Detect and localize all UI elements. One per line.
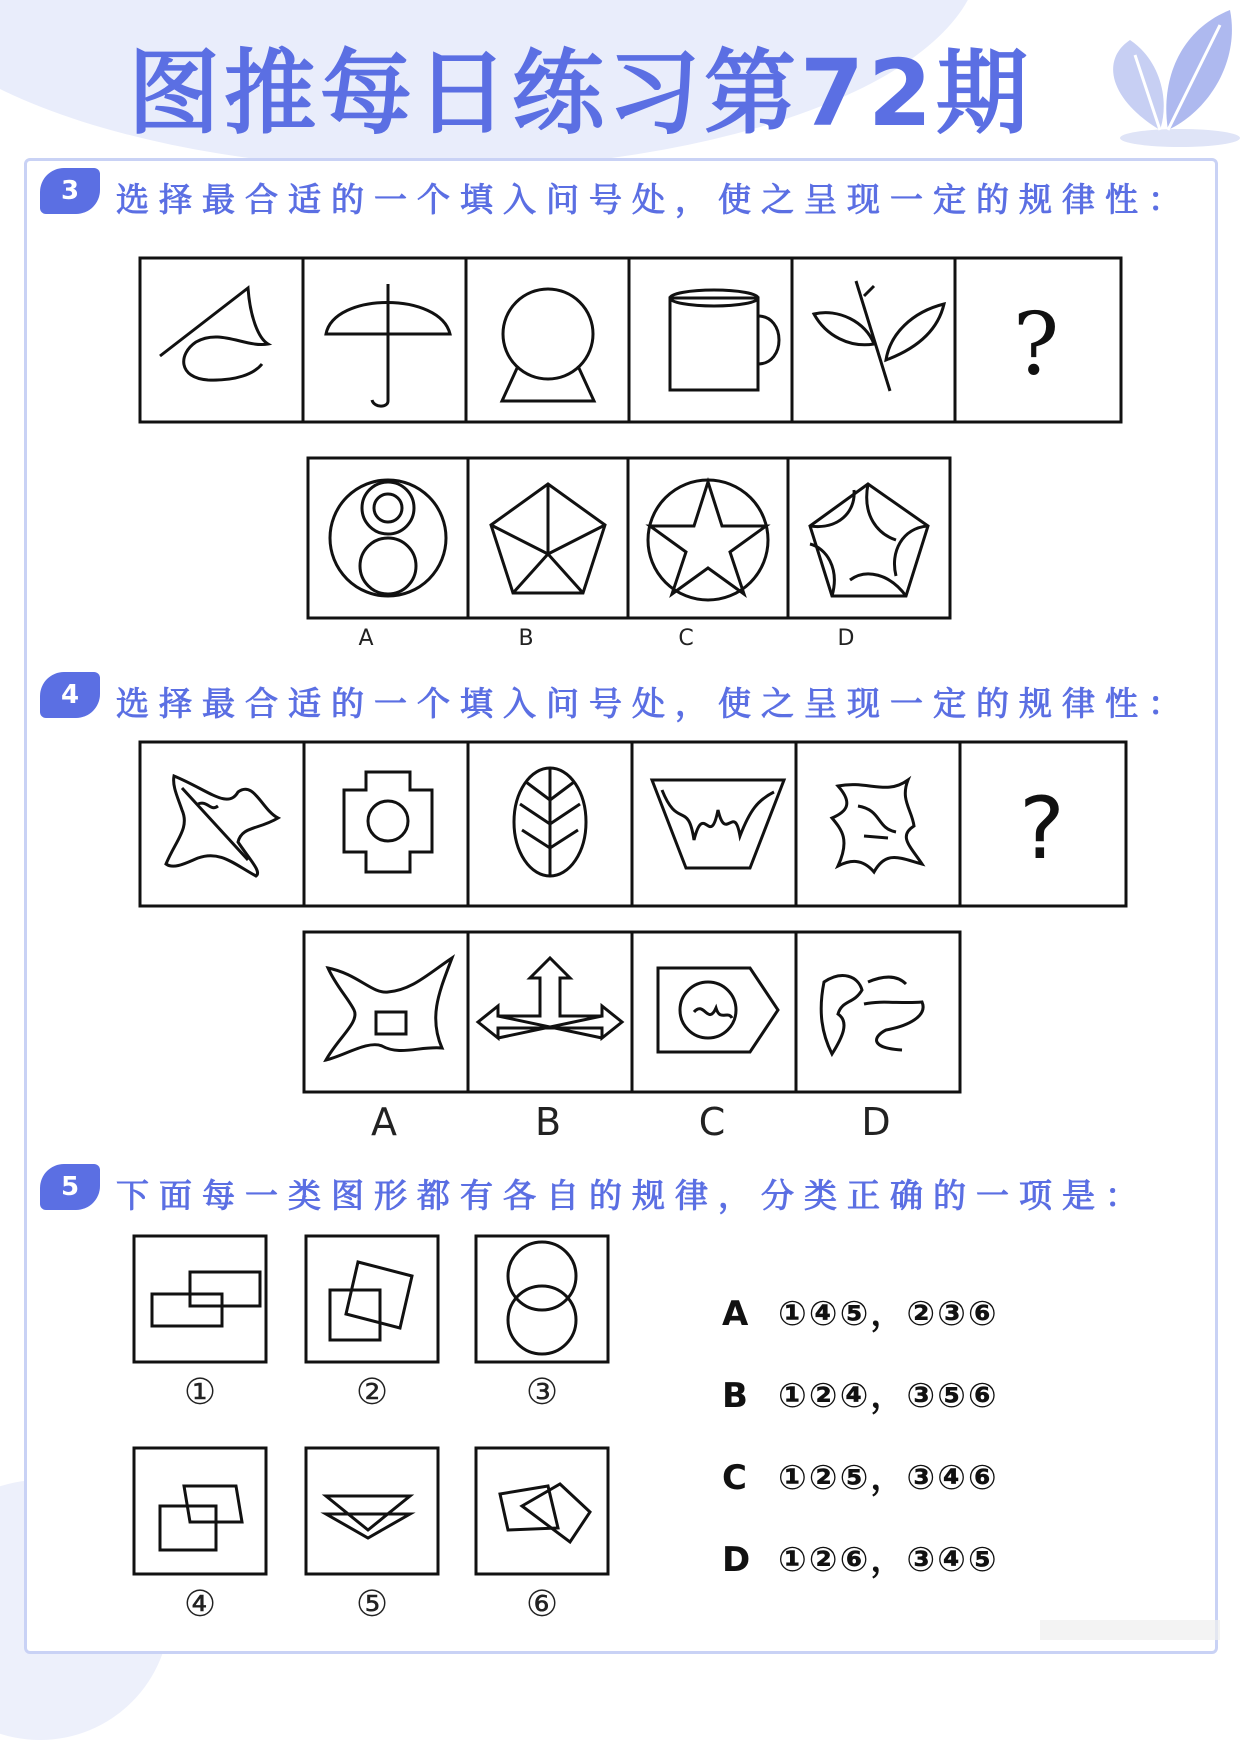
option-c-shape (658, 968, 778, 1052)
figure-label: ④ (183, 1584, 217, 1625)
figure-1 (134, 1236, 266, 1362)
q4-options-figure (302, 930, 962, 1096)
answer-choice-d[interactable] (722, 1532, 999, 1581)
leaf-icon (814, 281, 944, 391)
figure-label: ⑤ (355, 1584, 389, 1625)
mug-icon (670, 290, 779, 390)
answer-choice-a[interactable] (722, 1286, 999, 1335)
umbrella-icon (326, 284, 450, 406)
watermark (1040, 1620, 1220, 1640)
choice-letter: D (722, 1540, 751, 1580)
option-letter: D (837, 626, 855, 651)
choice-value: ①②⑥，③④⑤ (778, 1540, 999, 1580)
answer-choice-b[interactable] (722, 1368, 999, 1417)
q3-options-figure (306, 456, 952, 622)
question-icon: ? (1019, 779, 1065, 879)
choice-value: ①②④，③⑤⑥ (778, 1376, 999, 1416)
figure-label: ① (183, 1372, 217, 1413)
question-number-badge: 3 (40, 168, 100, 214)
curve-icon (160, 288, 268, 380)
option-d-shape (810, 484, 928, 596)
option-d-shape (821, 976, 923, 1054)
q5-figures-row-1 (130, 1234, 620, 1364)
option-letter: A (358, 626, 374, 651)
option-letter: C (678, 626, 694, 651)
q4-seq-shape-2 (344, 772, 432, 872)
question-icon: ? (1012, 295, 1060, 395)
choice-letter: A (722, 1294, 749, 1334)
question-prompt: 选择最合适的一个填入问号处，使之呈现一定的规律性： (116, 180, 1191, 219)
option-letter: B (518, 626, 534, 651)
q5-figures-row-2 (130, 1446, 620, 1576)
option-b-shape (478, 958, 622, 1038)
figure-4 (134, 1448, 266, 1574)
q4-sequence-figure (138, 740, 1128, 908)
choice-letter: C (722, 1458, 747, 1498)
figure-5 (306, 1448, 438, 1574)
answer-choice-c[interactable] (722, 1450, 999, 1499)
option-letter: B (534, 1100, 562, 1144)
q4-seq-shape-5 (832, 780, 922, 872)
q3-sequence-figure (138, 256, 1123, 424)
figure-label: ② (355, 1372, 389, 1413)
globe-icon (502, 289, 594, 401)
option-a-shape (326, 958, 452, 1060)
figure-label: ③ (525, 1372, 559, 1413)
q4-seq-shape-4 (652, 780, 784, 868)
question-prompt: 选择最合适的一个填入问号处，使之呈现一定的规律性： (116, 684, 1191, 723)
question-number-badge: 4 (40, 672, 100, 718)
figure-3 (476, 1236, 608, 1362)
figure-label: ⑥ (525, 1584, 559, 1625)
choice-letter: B (722, 1376, 748, 1416)
question-prompt: 下面每一类图形都有各自的规律，分类正确的一项是： (116, 1176, 1148, 1215)
q4-seq-shape-3 (514, 768, 586, 876)
figure-2 (306, 1236, 438, 1362)
question-number-badge: 5 (40, 1164, 100, 1210)
choice-value: ①④⑤，②③⑥ (778, 1294, 999, 1334)
option-letter: C (698, 1100, 726, 1144)
choice-value: ①②⑤，③④⑥ (778, 1458, 999, 1498)
option-letter: D (861, 1100, 891, 1144)
option-a-shape (330, 480, 446, 596)
option-letter: A (371, 1100, 397, 1144)
option-c-shape (648, 480, 768, 600)
page-title: 图推每日练习第72期 (127, 40, 1033, 147)
q4-seq-shape-1 (166, 776, 278, 876)
option-b-shape (491, 484, 605, 593)
